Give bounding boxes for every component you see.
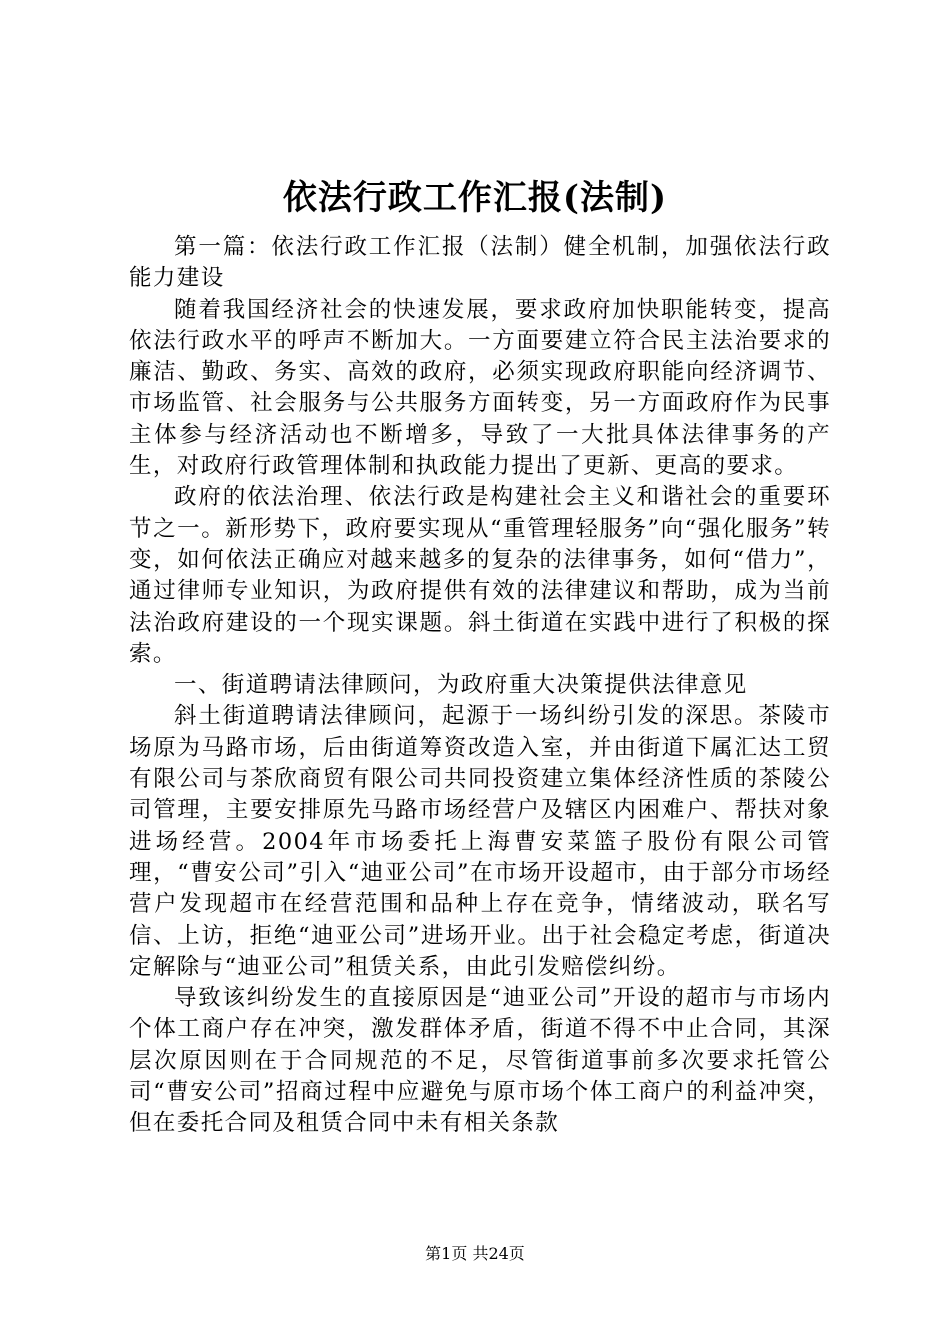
page-footer: 第1页 共24页 (425, 1244, 525, 1263)
paragraph: 政府的依法治理、依法行政是构建社会主义和谐社会的重要环节之一。新形势下，政府要实现从“重管理轻服务”向“强化服务”转变，如何依法正确应对越来越多的复杂的法律事务，如何“借力”，通过律师专业知识，为政府提供有效的法律建议和帮助，成为当前法治政府建设的一个现实课题。斜土街道在实践中进行了积极的探索。 (129, 484, 831, 667)
paragraph: 斜土街道聘请法律顾问，起源于一场纠纷引发的深思。茶陵市场原为马路市场，后由街道筹资改造入室，并由街道下属汇达工贸有限公司与茶欣商贸有限公司共同投资建立集体经济性质的茶陵公司管理，主要安排原先马路市场经营户及辖区内困难户、帮扶对象进场经营。2004年市场委托上海曹安菜篮子股份有限公司管理，“曹安公司”引入“迪亚公司”在市场开设超市，由于部分市场经营户发现超市在经营范围和品种上存在竞争，情绪波动，联名写信、上访，拒绝“迪亚公司”进场开业。出于社会稳定考虑，街道决定解除与“迪亚公司”租赁关系，由此引发赔偿纠纷。 (129, 703, 831, 980)
section-heading: 一、街道聘请法律顾问，为政府重大决策提供法律意见 (174, 672, 748, 699)
document-body (129, 232, 831, 1140)
paragraph-chapter-heading: 第一篇：依法行政工作汇报（法制）健全机制，加强依法行政能力建设 (129, 234, 831, 292)
paragraph: 随着我国经济社会的快速发展，要求政府加快职能转变，提高依法行政水平的呼声不断加大。一方面要建立符合民主法治要求的廉洁、勤政、务实、高效的政府，必须实现政府职能向经济调节、市场监管、社会服务与公共服务方面转变，另一方面政府作为民事主体参与经济活动也不断增多，导致了一大批具体法律事务的产生，对政府行政管理体制和执政能力提出了更新、更高的要求。 (129, 296, 831, 480)
document-title: 依法行政工作汇报(法制) (282, 178, 668, 218)
paragraph: 导致该纠纷发生的直接原因是“迪亚公司”开设的超市与市场内个体工商户存在冲突，激发群体矛盾，街道不得不中止合同，其深层次原因则在于合同规范的不足，尽管街道事前多次要求托管公司“曹安公司”招商过程中应避免与原市场个体工商户的利益冲突，但在委托合同及租赁合同中未有相关条款 (129, 985, 831, 1137)
